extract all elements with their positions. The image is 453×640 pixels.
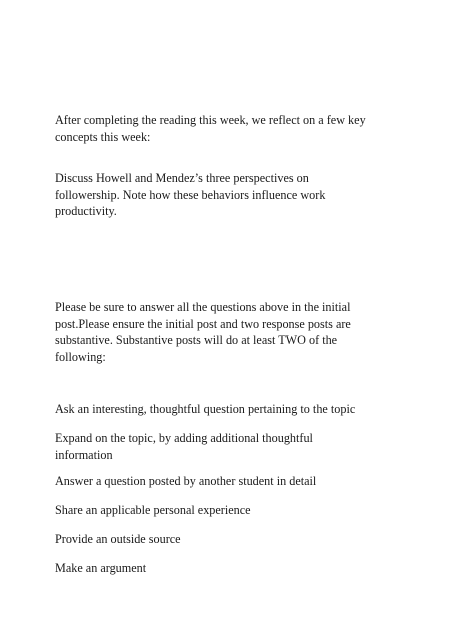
criterion-item: Share an applicable personal experience (55, 503, 251, 517)
criterion-item: Provide an outside source (55, 532, 181, 546)
criterion-item: Make an argument (55, 561, 147, 575)
discussion-question: Discuss Howell and Mendez’s three perspectives on followership. Note how these behaviors influence work productivity. (55, 171, 326, 218)
instructions-paragraph: Please be sure to answer all the questions above in the initial post.Please ensure the initial post and two response posts are substantive. Substantive posts will do at least TWO of the following: (55, 300, 351, 364)
criterion-item: Ask an interesting, thoughtful question pertaining to the topic (55, 402, 356, 416)
criterion-item: Expand on the topic, by adding additional thoughtful information (55, 431, 313, 462)
intro-paragraph: After completing the reading this week, we reflect on a few key concepts this week: (55, 113, 366, 144)
criterion-item: Answer a question posted by another student in detail (55, 474, 317, 488)
